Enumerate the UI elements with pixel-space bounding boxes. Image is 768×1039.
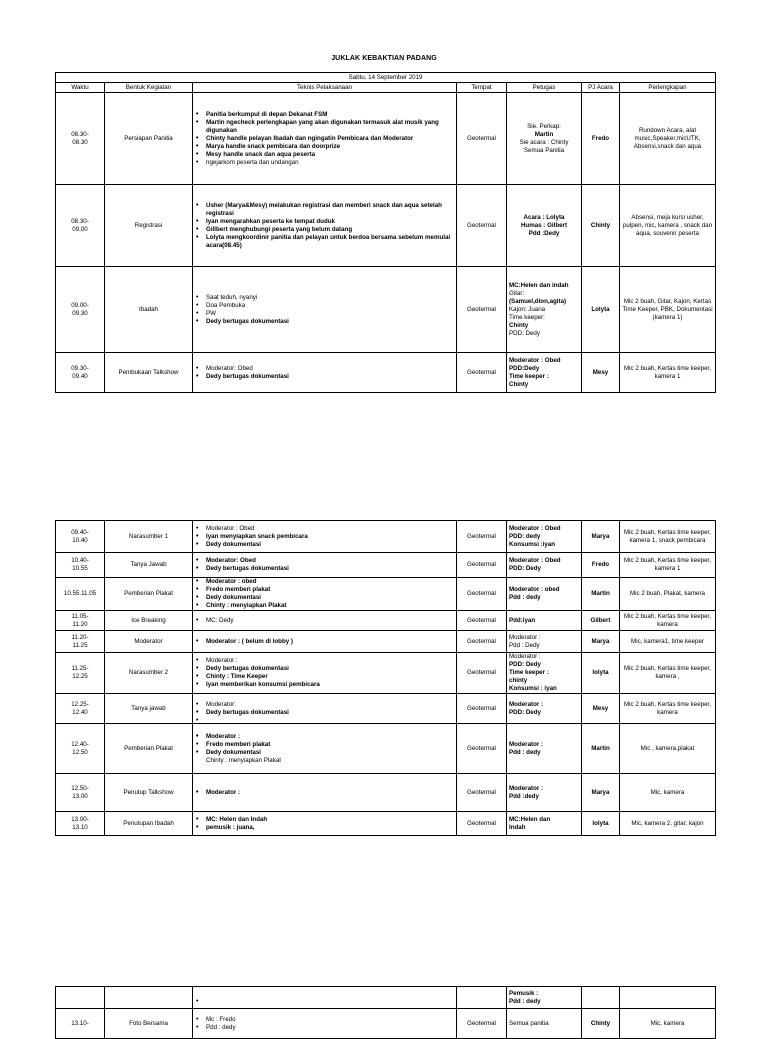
officer-line: Pemusik : <box>509 989 539 997</box>
activity-cell: Narasumber 1 <box>105 521 193 553</box>
table-row <box>56 521 716 553</box>
officer-line: PDD: Dedy <box>509 565 541 572</box>
technique-list <box>195 701 454 717</box>
officer-cell <box>507 353 582 393</box>
technique-item: • pemusik : juana, <box>195 824 454 832</box>
table-row <box>56 724 716 774</box>
officer-cell <box>507 1009 582 1039</box>
technique-item: • Dedy bertugas dokumentasi <box>195 709 454 717</box>
header-pj-acara: PJ Acara <box>582 83 620 93</box>
time-cell: 12.40- 12.50 <box>56 724 105 774</box>
officer-line: Sie. Perkap: <box>527 122 561 130</box>
pj-cell: Martin <box>582 724 620 774</box>
activity-cell: Ice Breaking <box>105 611 193 631</box>
equipment-cell: Mic 2 buah, Kertas time keeper, kamera , <box>620 653 716 694</box>
technique-cell <box>193 93 457 185</box>
table-row <box>56 611 716 631</box>
officer-line: Sie acara : Chinty <box>519 138 569 146</box>
pj-cell: Marya <box>582 631 620 653</box>
equipment-cell: Absensi, meja kursi usher, pulpen, mic, kamera , snack dan aqua, souvenir peserta <box>620 185 716 267</box>
time-cell: 13.10- <box>56 1009 105 1039</box>
officer-line: Pdd : dedy <box>509 594 541 601</box>
place-cell: Geotermal <box>457 185 507 267</box>
activity-cell: Registrasi <box>105 185 193 267</box>
officer-cell <box>507 93 582 185</box>
officer-line: Moderator : Obed <box>509 557 561 564</box>
equipment-cell: Mic 2 buah, Kertas time keeper, kamera <box>620 694 716 724</box>
technique-item: • Moderator: Obed <box>195 365 454 373</box>
activity-cell: Pemberian Plakat <box>105 578 193 611</box>
technique-item: • Lolyta mengkoordinir panitia dan pelayan untuk berdoa bersama sebelum memulai acara(08.45) <box>195 234 454 250</box>
table-row <box>56 631 716 653</box>
header-tempat: Tempat <box>457 83 507 93</box>
officer-line: Moderator : obed <box>509 586 560 593</box>
table-row <box>56 93 716 185</box>
time-cell: 09.30- 09.40 <box>56 353 105 393</box>
technique-cell <box>193 631 457 653</box>
table-row <box>56 553 716 578</box>
activity-cell: Tanya jawab <box>105 694 193 724</box>
technique-item: • Dedy dokumentasi <box>195 594 454 602</box>
technique-item: • Mc : Fredo <box>195 1016 454 1024</box>
technique-cell <box>193 1009 457 1039</box>
technique-item: • MC: Helen dan Indah <box>195 816 454 824</box>
pj-cell: lolyta <box>582 653 620 694</box>
officer-line: Pdd :Dedy <box>528 229 560 237</box>
document-title: JUKLAK KEBAKTIAN PADANG <box>331 55 437 62</box>
activity-cell <box>105 987 193 1009</box>
pj-cell: Chinty <box>582 1009 620 1039</box>
technique-item: • Moderator : Obed <box>195 525 454 533</box>
technique-item: • Iyan memberikan konsumsi pembicara <box>195 681 454 689</box>
technique-cell <box>193 185 457 267</box>
time-cell: 11.25- 12.25 <box>56 653 105 694</box>
officer-line: Pdd : dedy <box>509 997 541 1005</box>
officer-cell <box>507 611 582 631</box>
time-cell: 13.00- 13.10 <box>56 812 105 836</box>
officer-line: (Samuel,dion,agita) <box>509 297 567 305</box>
technique-list <box>195 202 454 250</box>
technique-list <box>195 525 454 549</box>
place-cell: Geotermal <box>457 578 507 611</box>
officer-line: Chinty <box>509 321 529 329</box>
time-cell: 09.40- 10.40 <box>56 521 105 553</box>
equipment-cell: Mic 2 buah, Kertas time keeper, kamera 1 <box>620 353 716 393</box>
schedule-table-2 <box>55 520 716 836</box>
table-row <box>56 267 716 353</box>
time-cell: 12.50- 13.00 <box>56 774 105 812</box>
officer-line: Time keeper : <box>509 669 549 676</box>
equipment-cell: Mic 2 buah, Plakat, kamera <box>620 578 716 611</box>
pj-cell: Gilbert <box>582 611 620 631</box>
pj-cell: lolyta <box>582 812 620 836</box>
technique-list <box>195 617 454 625</box>
technique-item: • Dedy dokumentasi <box>195 749 454 757</box>
officer-line: chinty <box>509 677 528 684</box>
technique-item: • Dedy bertugas dokumentasi <box>195 565 454 573</box>
place-cell: Geotermal <box>457 812 507 836</box>
technique-item: • Saat teduh, nyanyi <box>195 294 454 302</box>
technique-item: • Moderator : <box>195 733 454 741</box>
pj-cell: Marya <box>582 774 620 812</box>
technique-list <box>195 733 454 765</box>
place-cell: Geotermal <box>457 267 507 353</box>
table-row <box>56 694 716 724</box>
header-waktu: Waktu <box>56 83 105 93</box>
technique-item: • Chinty : menyiapkan Plakat <box>195 602 454 610</box>
place-cell: Geotermal <box>457 521 507 553</box>
table-row <box>56 987 716 1009</box>
technique-list <box>195 294 454 326</box>
officer-line: Moderator : <box>509 633 541 641</box>
place-cell: Geotermal <box>457 93 507 185</box>
technique-list <box>195 789 454 797</box>
technique-item: • MC: Dedy <box>195 617 454 625</box>
place-cell <box>457 987 507 1009</box>
officer-cell <box>507 694 582 724</box>
equipment-cell: Rundown Acara, alat music,Speaker,micUTK, Absensi,snack dan aqua <box>620 93 716 185</box>
technique-cell <box>193 774 457 812</box>
officer-cell <box>507 987 582 1009</box>
activity-cell: Pembukaan Talkshow <box>105 353 193 393</box>
activity-cell: Persiapan Panitia <box>105 93 193 185</box>
officer-cell <box>507 812 582 836</box>
officer-cell <box>507 724 582 774</box>
time-cell: 11.20- 11.25 <box>56 631 105 653</box>
technique-cell <box>193 611 457 631</box>
header-teknis-pelaksanaan: Teknis Pelaksanaan <box>193 83 457 93</box>
officer-cell <box>507 267 582 353</box>
time-cell: 08.30- 08.30 <box>56 93 105 185</box>
officer-line: PDD: Dedy <box>509 708 541 716</box>
officer-line: Moderator : <box>509 700 544 708</box>
technique-item: • Chinty : Time Keeper <box>195 673 454 681</box>
activity-cell: Moderator <box>105 631 193 653</box>
technique-item: • Fredo memberi plakat <box>195 741 454 749</box>
place-cell: Geotermal <box>457 774 507 812</box>
technique-item: • Martin ngecheck perlengkapan yang akan digunakan termasuk alat musik yang digunakan <box>195 119 454 135</box>
time-cell: 08.30- 09.00 <box>56 185 105 267</box>
header-row <box>56 83 716 93</box>
officer-line: PDD:Dedy <box>509 364 540 372</box>
technique-cell <box>193 812 457 836</box>
technique-item: • Marya handle snack pembicara dan doorprize <box>195 143 454 151</box>
technique-item: • Usher (Marya&Mesy) melakukan registrasi dan memberi snack dan aqua setelah registrasi <box>195 202 454 218</box>
pj-cell: Chinty <box>582 185 620 267</box>
pj-cell: Lolyta <box>582 267 620 353</box>
officer-cell <box>507 653 582 694</box>
equipment-cell: Mic, kamera 2, gitar, kajon <box>620 812 716 836</box>
technique-item: • Mesy handle snack dan aqua peserta <box>195 151 454 159</box>
equipment-cell: Mic, kamera <box>620 774 716 812</box>
technique-item: • Moderator: <box>195 701 454 709</box>
technique-item: • Pdd : dedy <box>195 1024 454 1032</box>
technique-item: • Moderator: Obed <box>195 557 454 565</box>
equipment-cell: Mic 2 buah, Kertas time keeper, kamera 1, snack pembicara <box>620 521 716 553</box>
header-petugas: Petugas <box>507 83 582 93</box>
equipment-cell: Mic 2 buah, Gitar, Kajon, Kertas Time Keeper, PBK, Dokumentasi (kamera 1) <box>620 267 716 353</box>
officer-line: PDD: dedy <box>509 532 541 540</box>
technique-item: • Moderator : ( belum di lobby ) <box>195 638 454 646</box>
pj-cell: Fredo <box>582 553 620 578</box>
officer-line: Pdd :dedy <box>509 792 539 800</box>
activity-cell: Ibadah <box>105 267 193 353</box>
pj-cell <box>582 987 620 1009</box>
time-cell: 11.05- 11.20 <box>56 611 105 631</box>
officer-line: Martin <box>534 130 554 138</box>
officer-cell <box>507 774 582 812</box>
technique-cell <box>193 578 457 611</box>
technique-item: • Moderator : obed <box>195 578 454 586</box>
time-cell: 09.00- 09.30 <box>56 267 105 353</box>
technique-cell <box>193 521 457 553</box>
pj-cell: Martin <box>582 578 620 611</box>
technique-item: • Chinty handle pelayan Ibadah dan ngingatin Pembicara dan Moderator <box>195 135 454 143</box>
technique-item: • Moderator : <box>195 789 454 797</box>
place-cell: Geotermal <box>457 353 507 393</box>
place-cell: Geotermal <box>457 724 507 774</box>
officer-cell <box>507 578 582 611</box>
technique-item: • PW <box>195 310 454 318</box>
place-cell: Geotermal <box>457 611 507 631</box>
activity-cell: Penutupan Ibadah <box>105 812 193 836</box>
technique-list <box>195 657 454 689</box>
officer-line: Gitar: <box>509 289 525 297</box>
officer-line: PDD: Dedy <box>509 661 541 668</box>
activity-cell: Tanya Jawab <box>105 553 193 578</box>
technique-list <box>195 816 454 832</box>
technique-list <box>195 557 454 573</box>
schedule-table-3 <box>55 986 716 1039</box>
technique-item: • Dedy bertugas dokumentasi <box>195 318 454 326</box>
officer-line: Acara : Lolyta <box>523 213 565 221</box>
table-row <box>56 1009 716 1039</box>
activity-cell: Penutup Talkshow <box>105 774 193 812</box>
equipment-cell: Mic , kamera,plakat <box>620 724 716 774</box>
officer-line: MC:Helen dan indah <box>509 281 569 289</box>
technique-item: • Gillbert menghubungi peserta yang belum datang <box>195 226 454 234</box>
technique-item: • Fredo memberi plakat <box>195 586 454 594</box>
officer-line: Moderator : Obed <box>509 356 561 364</box>
officer-cell <box>507 631 582 653</box>
equipment-cell: Mic 2 buah, Kertas time keeper, kamera <box>620 611 716 631</box>
table-row <box>56 653 716 694</box>
technique-item: • ngejarkom peserta dan undangan <box>195 159 454 167</box>
officer-line: Kajon: Juana <box>509 305 546 313</box>
technique-cell <box>193 694 457 724</box>
officer-line: Konsumsi : iyan <box>509 685 557 692</box>
technique-cell <box>193 653 457 694</box>
officer-line: Time keeper: <box>509 313 545 321</box>
place-cell: Geotermal <box>457 653 507 694</box>
officer-line: Pdd : Dedy <box>509 641 540 649</box>
technique-list <box>195 578 454 610</box>
technique-item: • Doa Pembuka <box>195 302 454 310</box>
table-row <box>56 578 716 611</box>
time-cell: 10.40- 10.55 <box>56 553 105 578</box>
time-cell: 12.25- 12.40 <box>56 694 105 724</box>
officer-line: Pdd : dedy <box>509 748 541 756</box>
technique-cell <box>193 724 457 774</box>
header-perlengkapan: Perlengkapan <box>620 83 716 93</box>
activity-cell: Foto Bersama <box>105 1009 193 1039</box>
technique-item: • Panitia berkumpul di depan Dekanat FSM <box>195 111 454 119</box>
officer-line: Humas : Gilbert <box>520 221 568 229</box>
officer-cell <box>507 553 582 578</box>
place-cell: Geotermal <box>457 694 507 724</box>
technique-item: • Dedy bertugas dokumentasi <box>195 665 454 673</box>
place-cell: Geotermal <box>457 631 507 653</box>
officer-line: Moderator : <box>509 784 544 792</box>
table-row <box>56 185 716 267</box>
officer-line: Moderator : <box>509 653 541 660</box>
pj-cell: Mesy <box>582 353 620 393</box>
place-cell: Geotermal <box>457 553 507 578</box>
officer-line: Konsumsi :iyan <box>509 540 556 548</box>
technique-list <box>195 638 454 646</box>
officer-cell <box>507 521 582 553</box>
pj-cell: Mesy <box>582 694 620 724</box>
technique-cell <box>193 553 457 578</box>
officer-line: Time keeper : <box>509 372 549 380</box>
technique-list <box>195 365 454 381</box>
technique-item: • Moderator : <box>195 657 454 665</box>
table-row <box>56 812 716 836</box>
officer-line: MC:Helen dan <box>509 815 551 823</box>
pj-cell: Fredo <box>582 93 620 185</box>
technique-item: • Iyan mengarahkan peserta ke tempat duduk <box>195 218 454 226</box>
equipment-cell: Mic 2 buah, Kertas time keeper, kamera 1 <box>620 553 716 578</box>
pj-cell: Marya <box>582 521 620 553</box>
officer-line: Semua panitia <box>509 1019 549 1027</box>
technique-cell <box>193 353 457 393</box>
equipment-cell <box>620 987 716 1009</box>
activity-cell: Pemberian Plakat <box>105 724 193 774</box>
equipment-cell: Mic, kamera1, time keeper <box>620 631 716 653</box>
technique-list <box>195 111 454 167</box>
officer-line: Chinty <box>509 380 529 388</box>
officer-line: Pdd:iyan <box>509 616 536 624</box>
technique-item: • Dedy bertugas dokumentasi <box>195 373 454 381</box>
technique-item: Chinty : menyiapkan Plakat <box>206 756 281 764</box>
table-row <box>56 774 716 812</box>
officer-line: Semua Panitia <box>523 146 565 154</box>
technique-cell <box>193 267 457 353</box>
technique-cell <box>193 987 457 1009</box>
officer-cell <box>507 185 582 267</box>
equipment-cell: Mic, kamera <box>620 1009 716 1039</box>
officer-line: PDD: Dedy <box>509 329 540 337</box>
date-cell: Sabtu, 14 September 2019 <box>56 73 716 83</box>
table-row <box>56 353 716 393</box>
technique-item: • Dedy dokumentasi <box>195 541 454 549</box>
header-bentuk-kegiatan: Bentuk Kegiatan <box>105 83 193 93</box>
time-cell <box>56 987 105 1009</box>
time-cell: 10.55.11.05 <box>56 578 105 611</box>
officer-line: Moderator : <box>509 740 544 748</box>
technique-list <box>195 1016 454 1032</box>
officer-line: Moderator : Obed <box>509 524 561 532</box>
technique-item: • Iyan menyiapkan snack pembicara <box>195 533 454 541</box>
activity-cell: Narasumber 2 <box>105 653 193 694</box>
officer-line: Indah <box>509 823 526 831</box>
place-cell: Geotermal <box>457 1009 507 1039</box>
schedule-table-1 <box>55 72 716 393</box>
